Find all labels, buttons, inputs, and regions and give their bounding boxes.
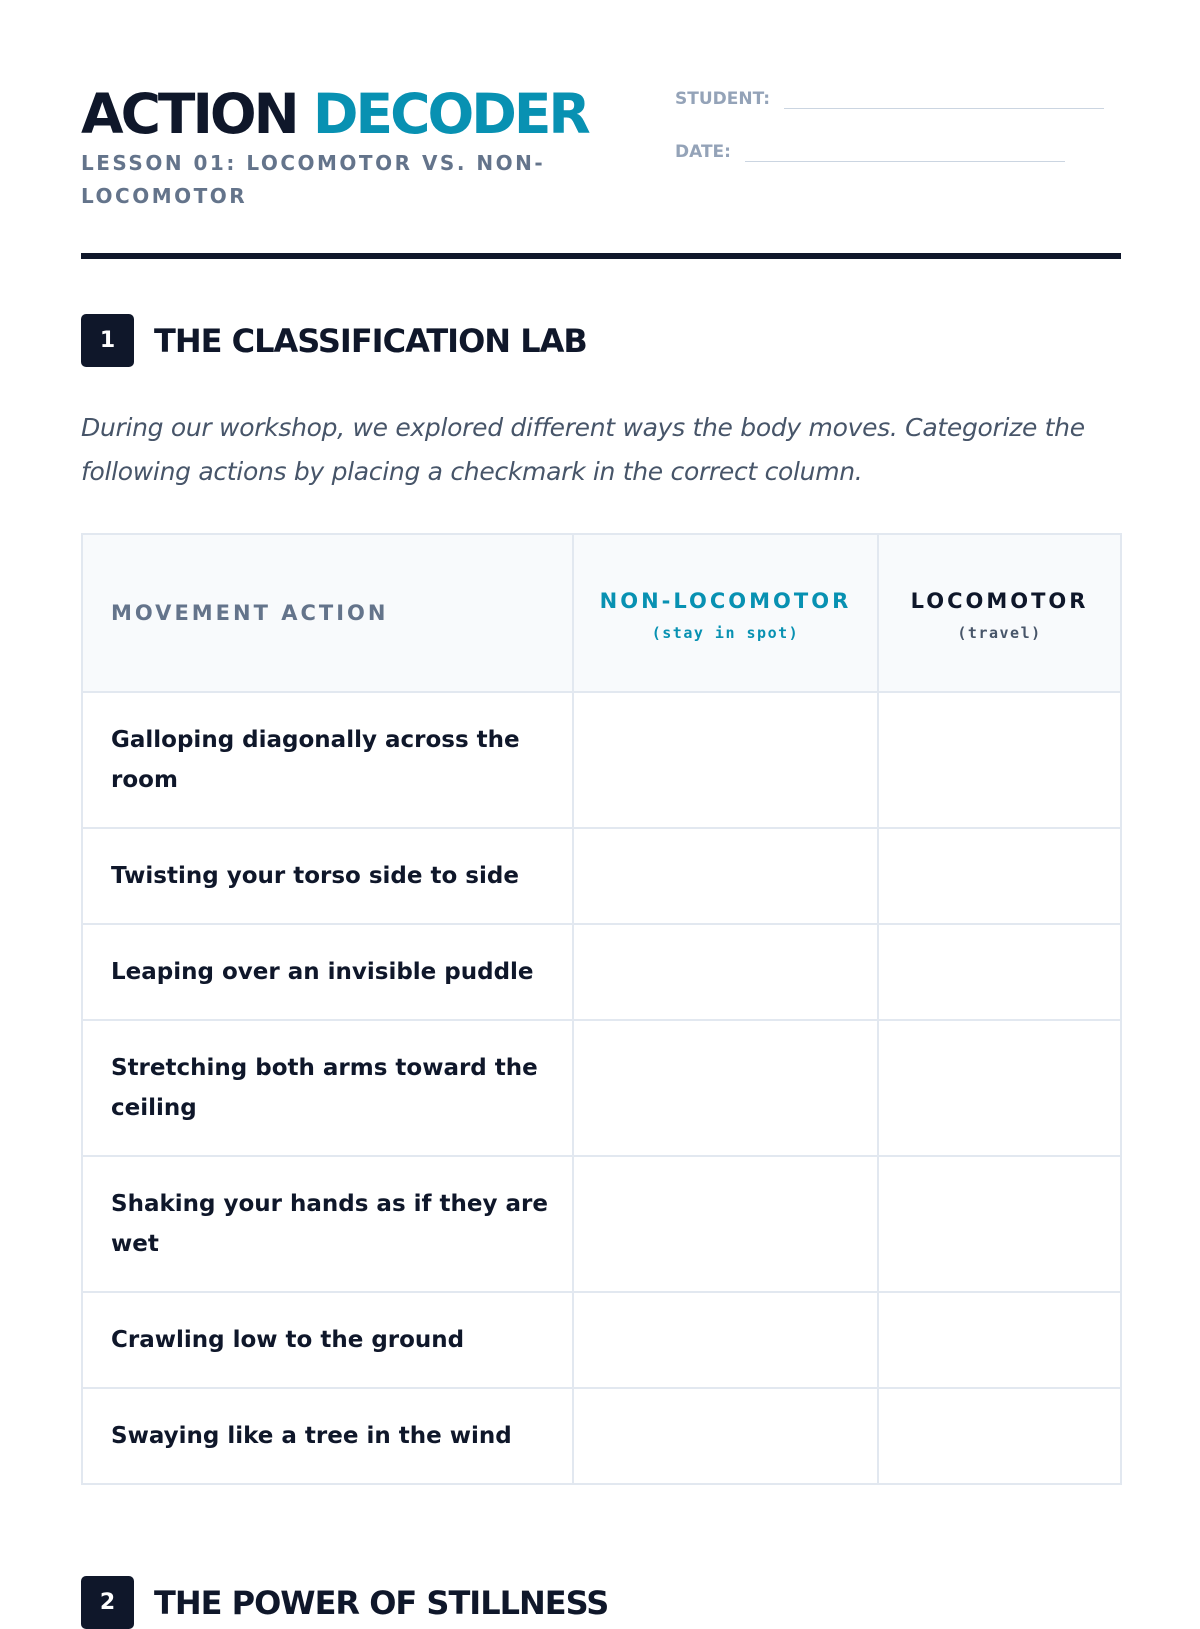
header-locomotor-label: LOCOMOTOR [910,589,1089,613]
movement-action-cell: Swaying like a tree in the wind [82,1388,573,1484]
table-row [82,1156,1121,1292]
non-locomotor-check-cell[interactable] [573,1388,878,1484]
classification-table [81,533,1122,1485]
movement-action-cell: Leaping over an invisible puddle [82,924,573,1020]
movement-action-cell: Shaking your hands as if they are wet [82,1156,573,1292]
non-locomotor-check-cell[interactable] [573,1020,878,1156]
table-row [82,1020,1121,1156]
section-1-number-badge: 1 [81,314,134,367]
movement-action-cell: Stretching both arms toward the ceiling [82,1020,573,1156]
title-part-action: ACTION [81,82,297,146]
section-2-title: THE POWER OF STILLNESS [154,1583,609,1622]
table-row [82,1292,1121,1388]
date-label: DATE: [675,142,731,162]
header-movement-action: MOVEMENT ACTION [82,534,573,692]
table-row [82,828,1121,924]
locomotor-check-cell[interactable] [878,1156,1121,1292]
title-part-decoder: DECODER [312,82,588,146]
section-1-title: THE CLASSIFICATION LAB [154,321,587,360]
table-row [82,692,1121,828]
section-2-heading [81,1576,608,1629]
section-1-heading [81,314,587,367]
header-non-locomotor-label: NON-LOCOMOTOR [599,589,852,613]
lesson-subtitle: LESSON 01: LOCOMOTOR VS. NON-LOCOMOTOR [81,151,546,208]
worksheet-title [81,82,588,146]
header-non-locomotor-sub: (stay in spot) [651,624,800,642]
movement-action-cell: Galloping diagonally across the room [82,692,573,828]
date-field[interactable] [675,142,1065,162]
section-2-number-badge: 2 [81,1576,134,1629]
date-input-line[interactable] [745,143,1065,162]
header-locomotor [878,534,1121,692]
student-input-line[interactable] [784,90,1104,109]
header-locomotor-sub: (travel) [957,624,1042,642]
locomotor-check-cell[interactable] [878,1292,1121,1388]
locomotor-check-cell[interactable] [878,1020,1121,1156]
student-field[interactable] [675,89,1104,109]
student-label: STUDENT: [675,89,771,109]
movement-action-cell: Twisting your torso side to side [82,828,573,924]
header-non-locomotor [573,534,878,692]
non-locomotor-check-cell[interactable] [573,1292,878,1388]
locomotor-check-cell[interactable] [878,1388,1121,1484]
worksheet-header [81,82,1121,257]
locomotor-check-cell[interactable] [878,828,1121,924]
locomotor-check-cell[interactable] [878,692,1121,828]
movement-action-cell: Crawling low to the ground [82,1292,573,1388]
locomotor-check-cell[interactable] [878,924,1121,1020]
section-1-instructions: During our workshop, we explored different ways the body moves. Categorize the following actions by placing a checkmark in the correct column. [81,413,1085,486]
non-locomotor-check-cell[interactable] [573,1156,878,1292]
table-header-row [82,534,1121,692]
table-row [82,1388,1121,1484]
header-divider [81,253,1121,259]
non-locomotor-check-cell[interactable] [573,828,878,924]
table-row [82,924,1121,1020]
non-locomotor-check-cell[interactable] [573,692,878,828]
non-locomotor-check-cell[interactable] [573,924,878,1020]
